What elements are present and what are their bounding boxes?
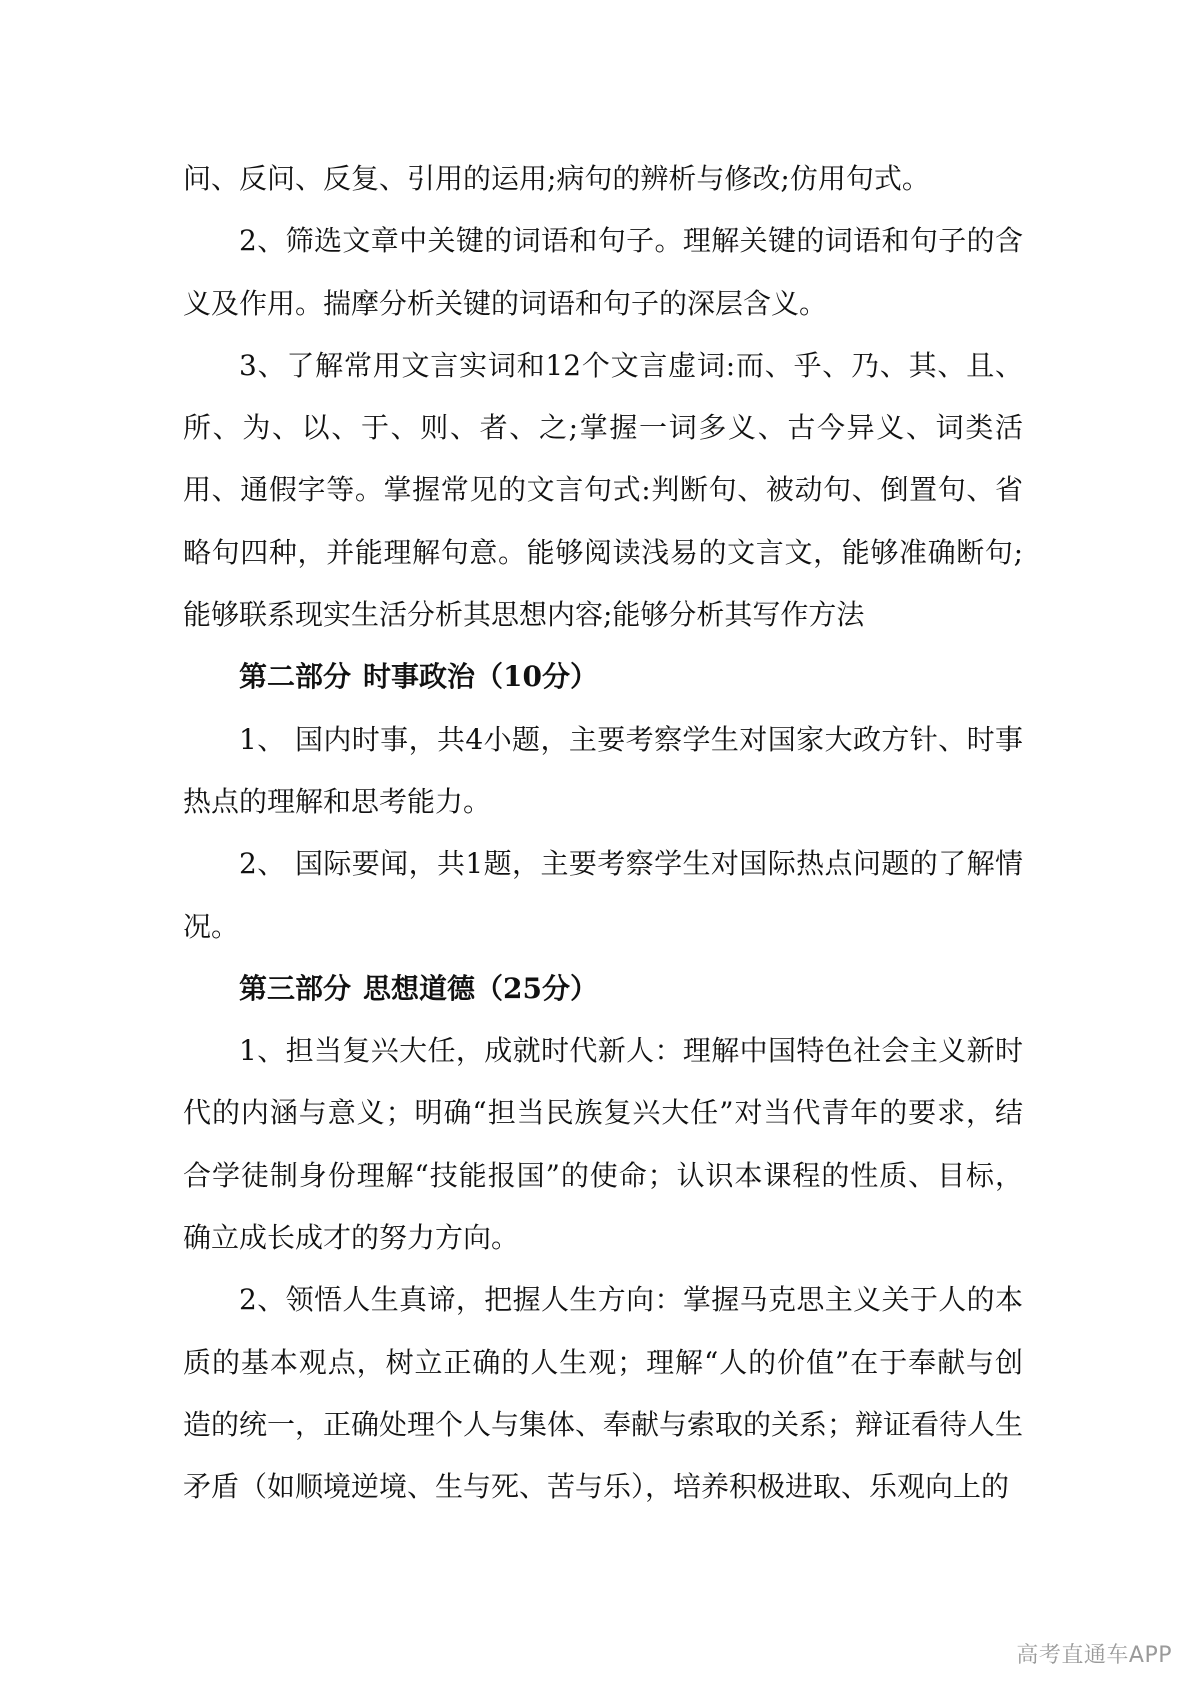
- paragraph-item-3: 3、了解常用文言实词和12个文言虚词:而、乎、乃、其、且、所、为、以、于、则、者、之;掌握一词多义、古今异义、词类活用、通假字等。掌握常见的文言句式:判断句、被动句、倒置句、省略句四种，并能理解句意。能够阅读浅易的文言文，能够准确断句;能够联系现实生活分析其思想内容;能够分析其写作方法: [183, 348, 1023, 632]
- paragraph-international-news: 2、 国际要闻，共1题，主要考察学生对国际热点问题的了解情况。: [183, 847, 1023, 943]
- section-part-label: 第二部分: [239, 660, 352, 694]
- section-title: 思想道德（25分）: [363, 971, 598, 1005]
- paragraph-rhetoric-continued: 问、反问、反复、引用的运用;病句的辨析与修改;仿用句式。: [183, 162, 930, 195]
- paragraph-morality-item-2: 2、领悟人生真谛，把握人生方向：掌握马克思主义关于人的本质的基本观点，树立正确的人生观；理解“人的价值”在于奉献与创造的统一，正确处理个人与集体、奉献与索取的关系；辩证看待人生矛盾（如顺境逆境、生与死、苦与乐），培养积极进取、乐观向上的: [183, 1283, 1024, 1504]
- paragraph-domestic-news: 1、 国内时事，共4小题，主要考察学生对国家大政方针、时事热点的理解和思考能力。: [183, 722, 1023, 818]
- document-body: [183, 148, 1023, 1519]
- section-title: 时事政治（10分）: [363, 660, 598, 694]
- paragraph-item-2: 2、筛选文章中关键的词语和句子。理解关键的词语和句子的含义及作用。揣摩分析关键的词语和句子的深层含义。: [183, 224, 1023, 320]
- section-heading-part-2: [183, 646, 1023, 708]
- paragraph-morality-item-1: 1、担当复兴大任，成就时代新人：理解中国特色社会主义新时代的内涵与意义；明确“担当民族复兴大任”对当代青年的要求，结合学徒制身份理解“技能报国”的使命；认识本课程的性质、目标，确立成长成才的努力方向。: [183, 1034, 1023, 1255]
- section-heading-part-3: [183, 958, 1023, 1020]
- section-part-label: 第三部分: [239, 971, 352, 1005]
- watermark-label: 高考直通车APP: [1016, 1643, 1172, 1668]
